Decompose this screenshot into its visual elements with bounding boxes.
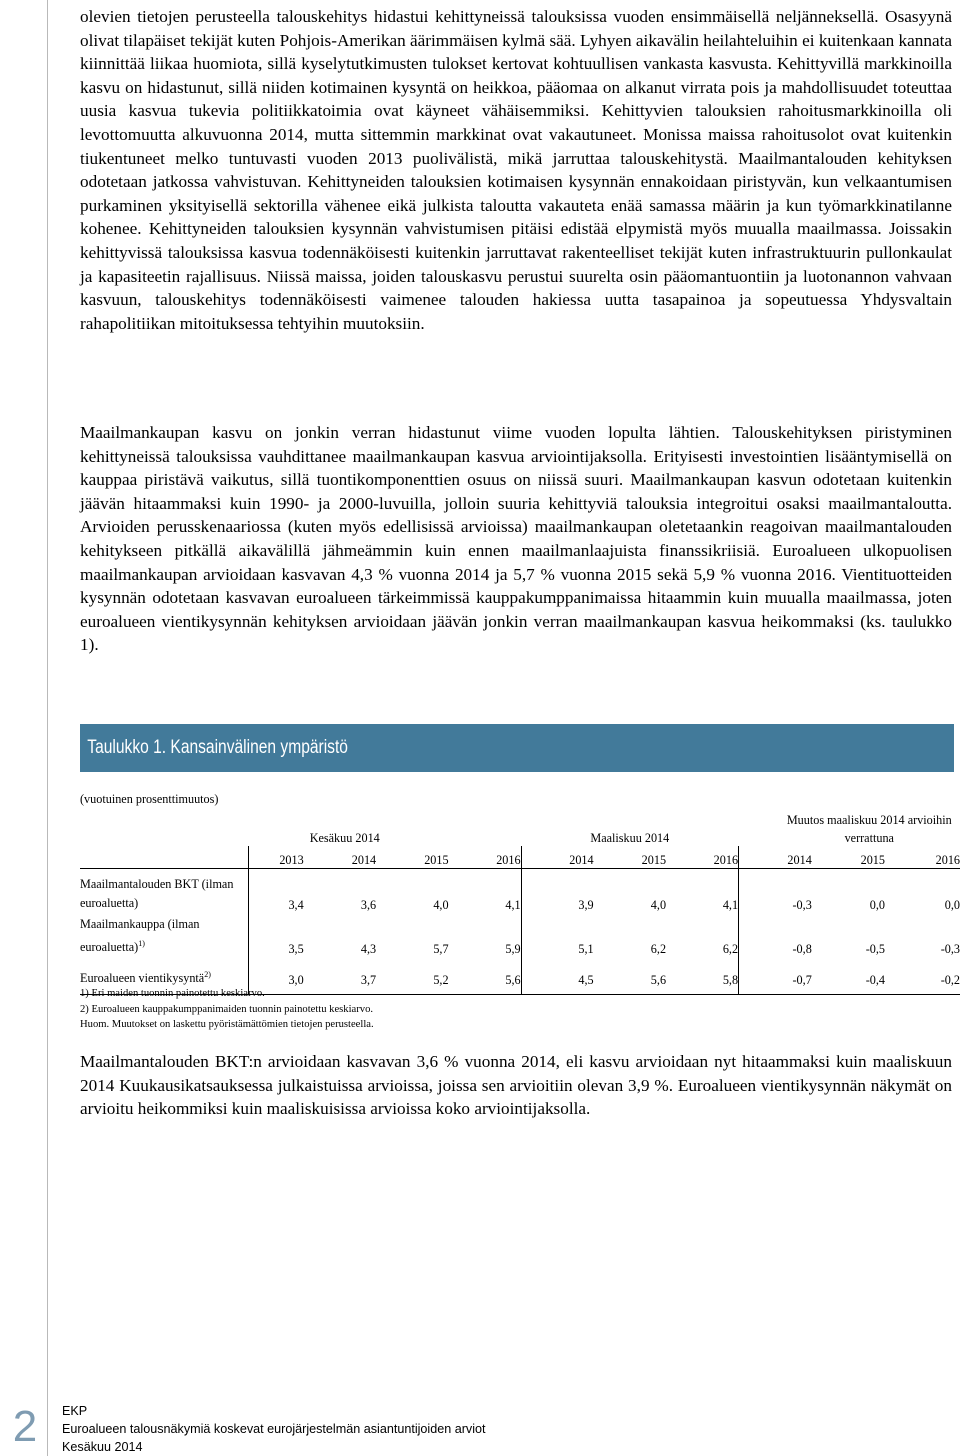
year-cell: 2016 — [885, 846, 960, 868]
value-cell: 6,2 — [722, 941, 739, 956]
year-cell: 2016 — [449, 846, 522, 868]
value-cell: -0,7 — [739, 957, 812, 995]
value-cell: 3,7 — [304, 957, 376, 995]
value-cell: 5,8 — [666, 957, 739, 995]
year-cell: 2014 — [739, 846, 812, 868]
value-cell: 5,7 — [433, 941, 449, 956]
row-label-line1: Maailmankauppa (ilman — [80, 916, 200, 931]
value-cell: -0,3 — [940, 941, 960, 956]
page-footer — [62, 1402, 486, 1456]
value-cell: 4,0 — [650, 897, 667, 912]
table-row — [80, 913, 960, 957]
paragraph-world-trade: Maailmankaupan kasvu on jonkin verran hidastunut viime vuoden lopulta lähtien. Talouskehityksen piristyminen kehittyneissä talouksissa vauhdittanee maailmankaupan kasvua arviointijaksolla. Erityisesti investointien lisääntymisellä on kauppaa piristävä vaikutus, sillä tuontikomponenttien osuus on niissä suuri. Maailmankaupan kasvun odotetaan kuitenkin jäävän hitaammaksi kuin 1990- ja 2000-luvuilla, jolloin suuria kehittyviä talouksia integroitui osaksi maailmantaloutta. Arvioiden perusskenaariossa (kuten myös edellisissä arvioissa) maailmankaupan oletetaankin reagoivan maailmantalouden kehitykseen pitkällä aikavälillä jähmeämmin kuin ennen maailmanlaajuista finanssikriisiä. Euroalueen ulkopuolisen maailmankaupan arvioidaan kasvavan 4,3 % vuonna 2014 ja 5,7 % vuonna 2015 sekä 5,9 % vuonna 2016. Vientituotteiden kysynnän odotetaan kasvavan euroalueen tärkeimmissä kauppakumppanimaissa hitaammin kuin muualla maailmassa, joten euroalueen vientikysynnän kehityksen arvioidaan jäävän jonkin verran maailmankaupan kasvua heikommaksi (ks. taulukko 1). — [80, 423, 952, 655]
year-cell: 2014 — [304, 846, 376, 868]
value-cell: 4,1 — [722, 897, 739, 912]
year-cell: 2015 — [812, 846, 885, 868]
footer-publisher: EKP — [62, 1404, 88, 1418]
value-cell: 6,2 — [650, 941, 667, 956]
margin-rule — [47, 0, 48, 1456]
value-cell: 5,1 — [521, 913, 594, 957]
header-march-2014: Maaliskuu 2014 — [590, 831, 670, 845]
value-cell: -0,8 — [739, 913, 812, 957]
table-note: Huom. Muutokset on laskettu pyöristämättömien tietojen perusteella. — [80, 1019, 374, 1030]
row-label-line2: euroaluetta) — [80, 939, 139, 954]
value-cell: 5,2 — [376, 957, 448, 995]
value-cell: 4,5 — [521, 957, 594, 995]
value-cell: -0,3 — [739, 868, 812, 913]
header-change-line2: verrattuna — [844, 831, 894, 845]
page-number: 2 — [12, 1402, 38, 1451]
value-cell: 3,0 — [248, 957, 303, 995]
year-cell: 2013 — [248, 846, 303, 868]
table-unit-note: (vuotuinen prosenttimuutos) — [80, 792, 219, 806]
footer-title: Euroalueen talousnäkymiä koskevat eurojärjestelmän asiantuntijoiden arviot — [62, 1422, 486, 1436]
row-label-line2: euroaluetta) — [80, 895, 139, 910]
value-cell: 3,5 — [248, 913, 303, 957]
header-change-line1: Muutos maaliskuu 2014 arvioihin — [786, 813, 952, 827]
value-cell: 0,0 — [869, 897, 885, 912]
table-note: 2) Euroalueen kauppakumppanimaiden tuonnin painotettu keskiarvo. — [80, 1003, 374, 1015]
header-june-2014: Kesäkuu 2014 — [309, 831, 380, 845]
year-cell: 2015 — [376, 846, 448, 868]
value-cell: 5,6 — [594, 957, 666, 995]
year-header-row — [80, 846, 960, 868]
row-label-line2: Euroalueen vientikysyntä — [80, 971, 205, 986]
value-cell: 3,9 — [521, 868, 594, 913]
value-cell: 5,6 — [449, 957, 522, 995]
value-cell: 5,9 — [505, 941, 521, 956]
row-label-line1: Maailmantalouden BKT (ilman — [80, 876, 234, 891]
year-cell: 2015 — [594, 846, 666, 868]
table-title-bar — [80, 724, 954, 772]
table-note: 1) Eri maiden tuonnin painotettu keskiarvo. — [80, 988, 265, 999]
value-cell: -0,4 — [812, 957, 885, 995]
value-cell: -0,2 — [885, 957, 960, 995]
paragraph-world-economy: olevien tietojen perusteella talouskehitys hidastui kehittyneissä talouksissa vuoden ensimmäisellä neljänneksellä. Osasyynä olivat tilapäiset tekijät kuten Pohjois-Amerikan äärimmäisen kylmä sää. Lyhyen aikavälin heilahteluihin ei kuitenkaan kannata kiinnittää liikaa huomiota, sillä kyselytutkimusten tulokset kertovat kohtuullisen vankasta kasvusta. Kehittyvillä markkinoilla kasvu on hidastunut, sillä niiden kotimainen kysyntä on heikkoa, pääomaa on alkanut virrata pois ja mahdollisuudet toteuttaa uusia kasvua tukevia politiikkatoimia ovat käyneet vähäisemmiksi. Kehittyvien talouksien rahoitusmarkkinoilla oli levottomuutta alkuvuonna 2014, mutta sittemmin markkinat ovat vakautuneet. Monissa maissa rahoitusolot ovat kuitenkin tiukentuneet melko tuntuvasti vuoden 2013 puolivälistä, mikä jarruttaa talouskehitystä. Maailmantalouden kehityksen odotetaan jatkossa vahvistuvan. Kehittyneiden talouksien kotimaisen kysynnän ennakoidaan piristyvän, kun velkaantumisen purkaminen yksityisellä sektorilla vähenee eikä julkista taloutta vakauteta enää samassa määrin ja kun työmarkkinatilanne kohenee. Kehittyneiden talouksien kysynnän vahvistumisen pitäisi edistää elpymistä myös muualla maailmassa. Joissakin kehittyvissä talouksissa kasvua todennäköisesti kuitenkin jarruttavat rakenteelliset tekijät kuten infrastruktuurin pullonkaulat ja kapasiteetin rajallisuus. Niissä maissa, joiden talouskasvu perustui suurelta osin pääomantuontiin ja luotonannon vahvaan kasvuun, talouskehitys todennäköisesti vaimenee talouden hakiessa uutta tasapainoa ja sopeutuessa Yhdysvaltain rahapolitiikan mitoituksessa tehtyihin muutoksiin. — [80, 7, 952, 333]
footnote-marker: 1) — [138, 938, 145, 948]
table-notes — [80, 986, 374, 1033]
value-cell: -0,5 — [865, 941, 885, 956]
year-cell: 2016 — [666, 846, 739, 868]
value-cell: 3,4 — [248, 868, 303, 913]
value-cell: 0,0 — [944, 897, 960, 912]
year-cell: 2014 — [521, 846, 594, 868]
value-cell: 4,1 — [505, 897, 521, 912]
table-title: Taulukko 1. Kansainvälinen ympäristö — [87, 737, 348, 758]
table-row — [80, 868, 960, 913]
value-cell: 4,3 — [360, 941, 377, 956]
paragraph-gdp-outlook: Maailmantalouden BKT:n arvioidaan kasvavan 3,6 % vuonna 2014, eli kasvu arvioidaan nyt hitaammaksi kuin maaliskuun 2014 Kuukausikatsauksessa julkaistuissa arvioissa, joissa sen arvioitiin olevan 3,9 %. Euroalueen vientikysynnän näkymät on arvioitu heikommiksi kuin maaliskuisissa arvioissa koko arviointijaksolla. — [80, 1052, 952, 1119]
footnote-marker: 2) — [204, 970, 211, 979]
international-environment-table — [80, 808, 960, 995]
value-cell: 4,0 — [433, 897, 449, 912]
footer-date: Kesäkuu 2014 — [62, 1440, 143, 1454]
value-cell: 3,6 — [360, 897, 377, 912]
